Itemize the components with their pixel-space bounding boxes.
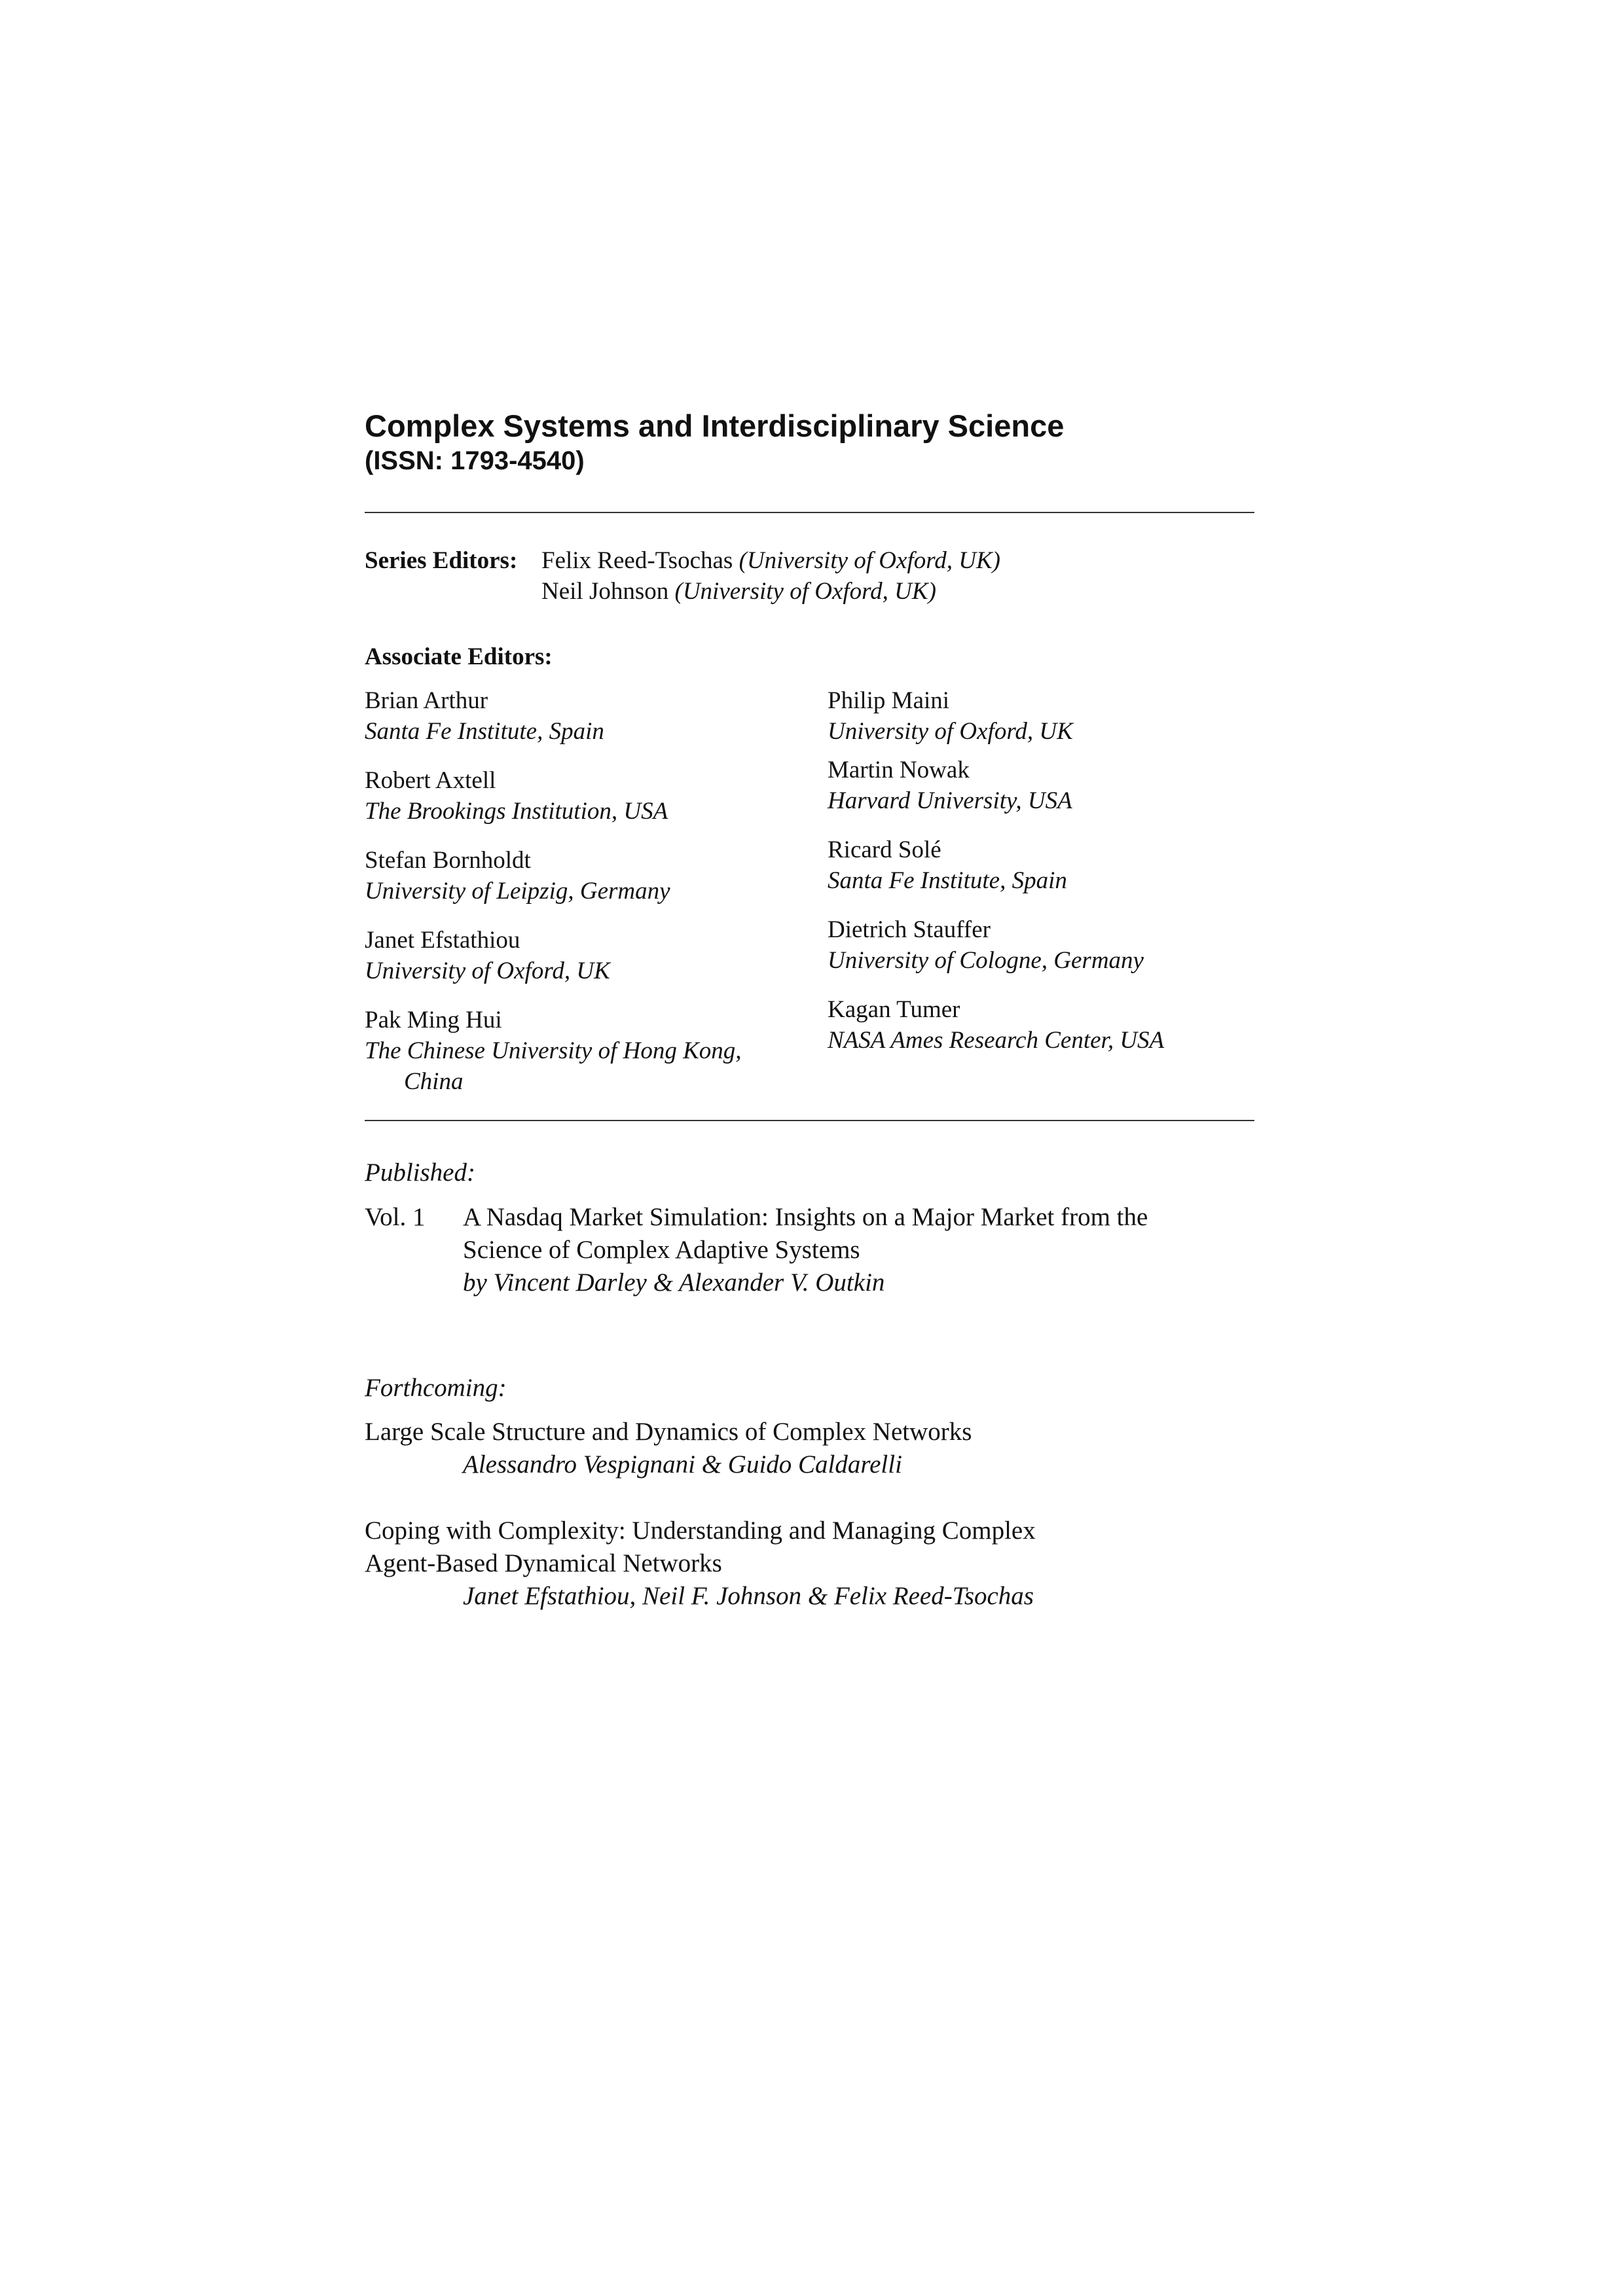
- series-editors-list: [541, 545, 1000, 607]
- book-title-line: Agent-Based Dynamical Networks: [365, 1549, 722, 1577]
- middle-divider: [365, 1120, 1254, 1121]
- editor-affiliation: (University of Oxford, UK): [674, 578, 936, 605]
- associate-editor: [365, 845, 670, 906]
- editor-affiliation: Santa Fe Institute, Spain: [828, 867, 1067, 894]
- associate-editor: [828, 685, 1073, 747]
- editor-affiliation-continued: China: [404, 1068, 464, 1095]
- series-title: Complex Systems and Interdisciplinary Science: [365, 408, 1065, 443]
- editor-name: Martin Nowak: [828, 757, 970, 783]
- editor-name: Ricard Solé: [828, 836, 941, 863]
- volume-number: Vol. 1: [365, 1203, 426, 1231]
- editor-affiliation: Harvard University, USA: [828, 787, 1072, 814]
- book-title-line: Science of Complex Adaptive Systems: [463, 1236, 860, 1264]
- book-authors: Alessandro Vespignani & Guido Caldarelli: [463, 1450, 902, 1479]
- associate-editors-label: Associate Editors:: [365, 643, 553, 670]
- editor-name: Felix Reed-Tsochas: [541, 547, 733, 574]
- published-item: [463, 1201, 1148, 1299]
- series-editors-label: Series Editors:: [365, 547, 518, 574]
- editor-affiliation: NASA Ames Research Center, USA: [828, 1027, 1165, 1054]
- editor-affiliation: (University of Oxford, UK): [739, 547, 1000, 574]
- series-editor: [541, 576, 1000, 607]
- editor-name: Stefan Bornholdt: [365, 847, 531, 874]
- published-heading: Published:: [365, 1158, 475, 1187]
- editor-affiliation: University of Oxford, UK: [828, 718, 1073, 745]
- book-authors: Janet Efstathiou, Neil F. Johnson & Felix Reed-Tsochas: [463, 1582, 1034, 1610]
- forthcoming-item: [365, 1515, 1036, 1613]
- forthcoming-heading: Forthcoming:: [365, 1374, 507, 1402]
- book-title-line: A Nasdaq Market Simulation: Insights on a Major Market from the: [463, 1203, 1148, 1231]
- editor-name: Philip Maini: [828, 687, 950, 714]
- top-divider: [365, 512, 1254, 513]
- book-title-line: Coping with Complexity: Understanding and Managing Complex: [365, 1516, 1036, 1545]
- series-editor: [541, 545, 1000, 576]
- editor-affiliation: The Brookings Institution, USA: [365, 798, 668, 825]
- editor-affiliation: University of Cologne, Germany: [828, 947, 1144, 974]
- forthcoming-item: [365, 1416, 972, 1481]
- book-authors: by Vincent Darley & Alexander V. Outkin: [463, 1268, 885, 1297]
- editor-name: Janet Efstathiou: [365, 927, 520, 954]
- series-header: [365, 408, 1255, 477]
- associate-editor: [365, 765, 668, 827]
- associate-editor: [365, 925, 610, 986]
- associate-editor: [828, 994, 1164, 1056]
- editor-affiliation: University of Leipzig, Germany: [365, 878, 670, 905]
- editor-name: Neil Johnson: [541, 578, 669, 605]
- editor-name: Dietrich Stauffer: [828, 916, 991, 943]
- issn: (ISSN: 1793-4540): [365, 446, 585, 475]
- editor-name: Robert Axtell: [365, 767, 496, 794]
- associate-editor: [365, 685, 604, 747]
- editor-name: Kagan Tumer: [828, 996, 960, 1023]
- book-title-line: Large Scale Structure and Dynamics of Complex Networks: [365, 1418, 972, 1446]
- associate-editor: [828, 914, 1144, 976]
- editor-affiliation: The Chinese University of Hong Kong,: [365, 1037, 742, 1064]
- associate-editor: [365, 1005, 742, 1097]
- associate-editor: [828, 755, 1072, 816]
- editor-name: Pak Ming Hui: [365, 1007, 502, 1033]
- editor-affiliation: Santa Fe Institute, Spain: [365, 718, 604, 745]
- editor-name: Brian Arthur: [365, 687, 488, 714]
- associate-editor: [828, 834, 1067, 896]
- editor-affiliation: University of Oxford, UK: [365, 958, 610, 984]
